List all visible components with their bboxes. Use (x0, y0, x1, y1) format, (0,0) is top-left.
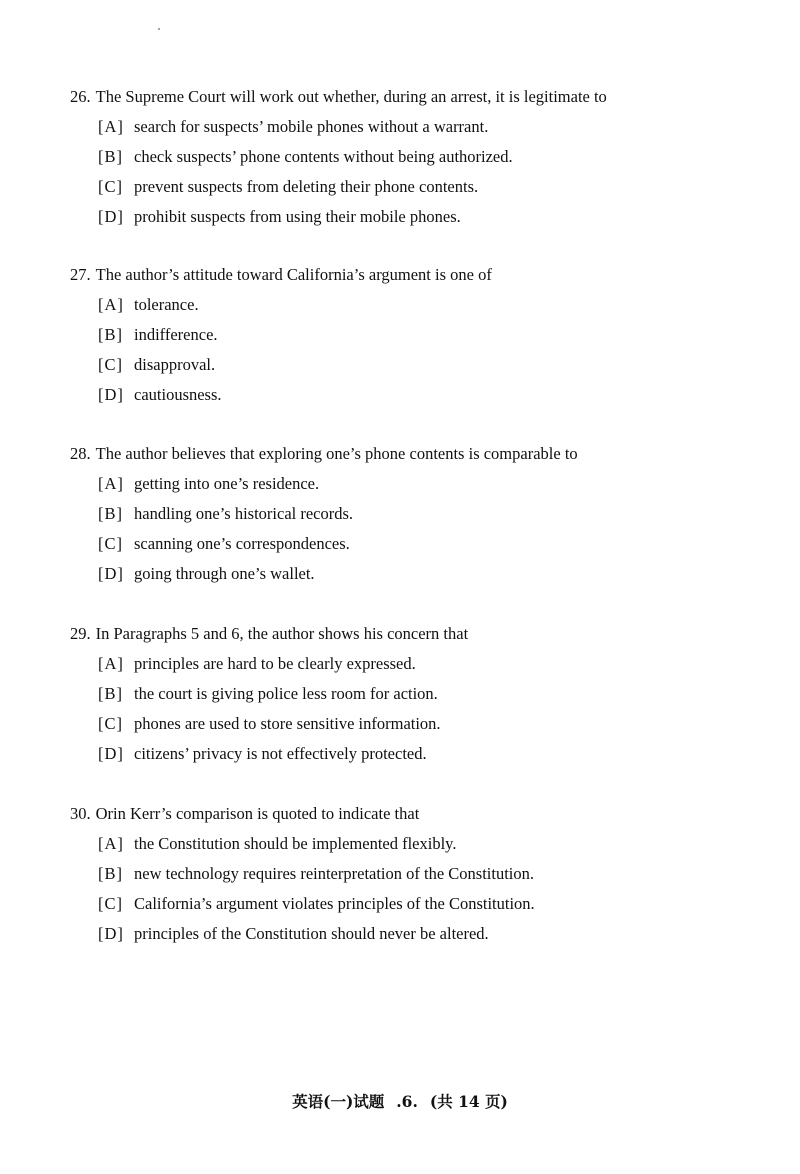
option-letter: [C] (98, 894, 123, 913)
question-number: 26. (70, 87, 91, 106)
option-c (98, 355, 750, 375)
option-letter: [B] (98, 147, 123, 166)
option-c (98, 714, 750, 734)
option-a (98, 654, 750, 674)
option-letter: [A] (98, 295, 124, 314)
option-letter: [A] (98, 117, 124, 136)
option-text: search for suspects’ mobile phones without a warrant. (134, 117, 489, 136)
option-letter: [D] (98, 744, 124, 763)
option-text: citizens’ privacy is not effectively protected. (134, 744, 427, 763)
option-text: getting into one’s residence. (134, 474, 320, 493)
option-text: scanning one’s correspondences. (134, 534, 350, 553)
option-d (98, 564, 750, 584)
option-text: the court is giving police less room for action. (134, 684, 438, 703)
option-b (98, 504, 750, 524)
footer-total-pages: (共 14 页) (429, 1092, 508, 1111)
question-27 (70, 265, 750, 405)
option-text: indifference. (134, 325, 218, 344)
option-letter: [B] (98, 325, 123, 344)
question-26 (70, 87, 750, 227)
option-text: prevent suspects from deleting their phone contents. (134, 177, 479, 196)
option-letter: [C] (98, 534, 123, 553)
option-text: California’s argument violates principles of the Constitution. (134, 894, 535, 913)
option-letter: [C] (98, 355, 123, 374)
option-letter: [D] (98, 924, 124, 943)
option-d (98, 385, 750, 405)
question-text: The author’s attitude toward California’s argument is one of (95, 265, 492, 284)
question-stem (70, 804, 750, 824)
option-letter: [D] (98, 207, 124, 226)
question-28 (70, 444, 750, 584)
question-text: Orin Kerr’s comparison is quoted to indicate that (95, 804, 420, 823)
option-letter: [B] (98, 504, 123, 523)
option-text: the Constitution should be implemented flexibly. (134, 834, 457, 853)
option-letter: [C] (98, 714, 123, 733)
option-text: principles are hard to be clearly expressed. (134, 654, 416, 673)
option-a (98, 295, 750, 315)
option-d (98, 207, 750, 227)
question-stem (70, 265, 750, 285)
option-text: principles of the Constitution should never be altered. (134, 924, 489, 943)
option-letter: [C] (98, 177, 123, 196)
option-letter: [A] (98, 474, 124, 493)
option-letter: [A] (98, 654, 124, 673)
option-a (98, 117, 750, 137)
question-stem (70, 444, 750, 464)
option-a (98, 834, 750, 854)
option-b (98, 864, 750, 884)
option-c (98, 534, 750, 554)
option-d (98, 924, 750, 944)
question-number: 28. (70, 444, 91, 463)
option-text: phones are used to store sensitive information. (134, 714, 441, 733)
option-b (98, 147, 750, 167)
option-d (98, 744, 750, 764)
option-a (98, 474, 750, 494)
scan-speck (158, 28, 160, 30)
option-b (98, 325, 750, 345)
option-letter: [B] (98, 864, 123, 883)
footer-subject: 英语(一)试题 (292, 1092, 385, 1111)
option-letter: [B] (98, 684, 123, 703)
option-text: going through one’s wallet. (134, 564, 315, 583)
question-text: The Supreme Court will work out whether, during an arrest, it is legitimate to (95, 87, 607, 106)
page-footer (0, 1090, 800, 1112)
option-text: handling one’s historical records. (134, 504, 354, 523)
option-b (98, 684, 750, 704)
option-text: tolerance. (134, 295, 199, 314)
option-c (98, 894, 750, 914)
option-c (98, 177, 750, 197)
question-stem (70, 624, 750, 644)
option-text: disapproval. (134, 355, 216, 374)
question-number: 29. (70, 624, 91, 643)
option-text: check suspects’ phone contents without being authorized. (134, 147, 513, 166)
question-30 (70, 804, 750, 944)
option-letter: [D] (98, 385, 124, 404)
option-text: cautiousness. (134, 385, 222, 404)
question-text: The author believes that exploring one’s phone contents is comparable to (95, 444, 578, 463)
footer-page-number: .6. (396, 1092, 418, 1111)
option-text: prohibit suspects from using their mobile phones. (134, 207, 461, 226)
question-number: 30. (70, 804, 91, 823)
question-text: In Paragraphs 5 and 6, the author shows his concern that (95, 624, 469, 643)
option-letter: [D] (98, 564, 124, 583)
question-29 (70, 624, 750, 764)
option-letter: [A] (98, 834, 124, 853)
question-number: 27. (70, 265, 91, 284)
question-stem (70, 87, 750, 107)
option-text: new technology requires reinterpretation of the Constitution. (134, 864, 535, 883)
